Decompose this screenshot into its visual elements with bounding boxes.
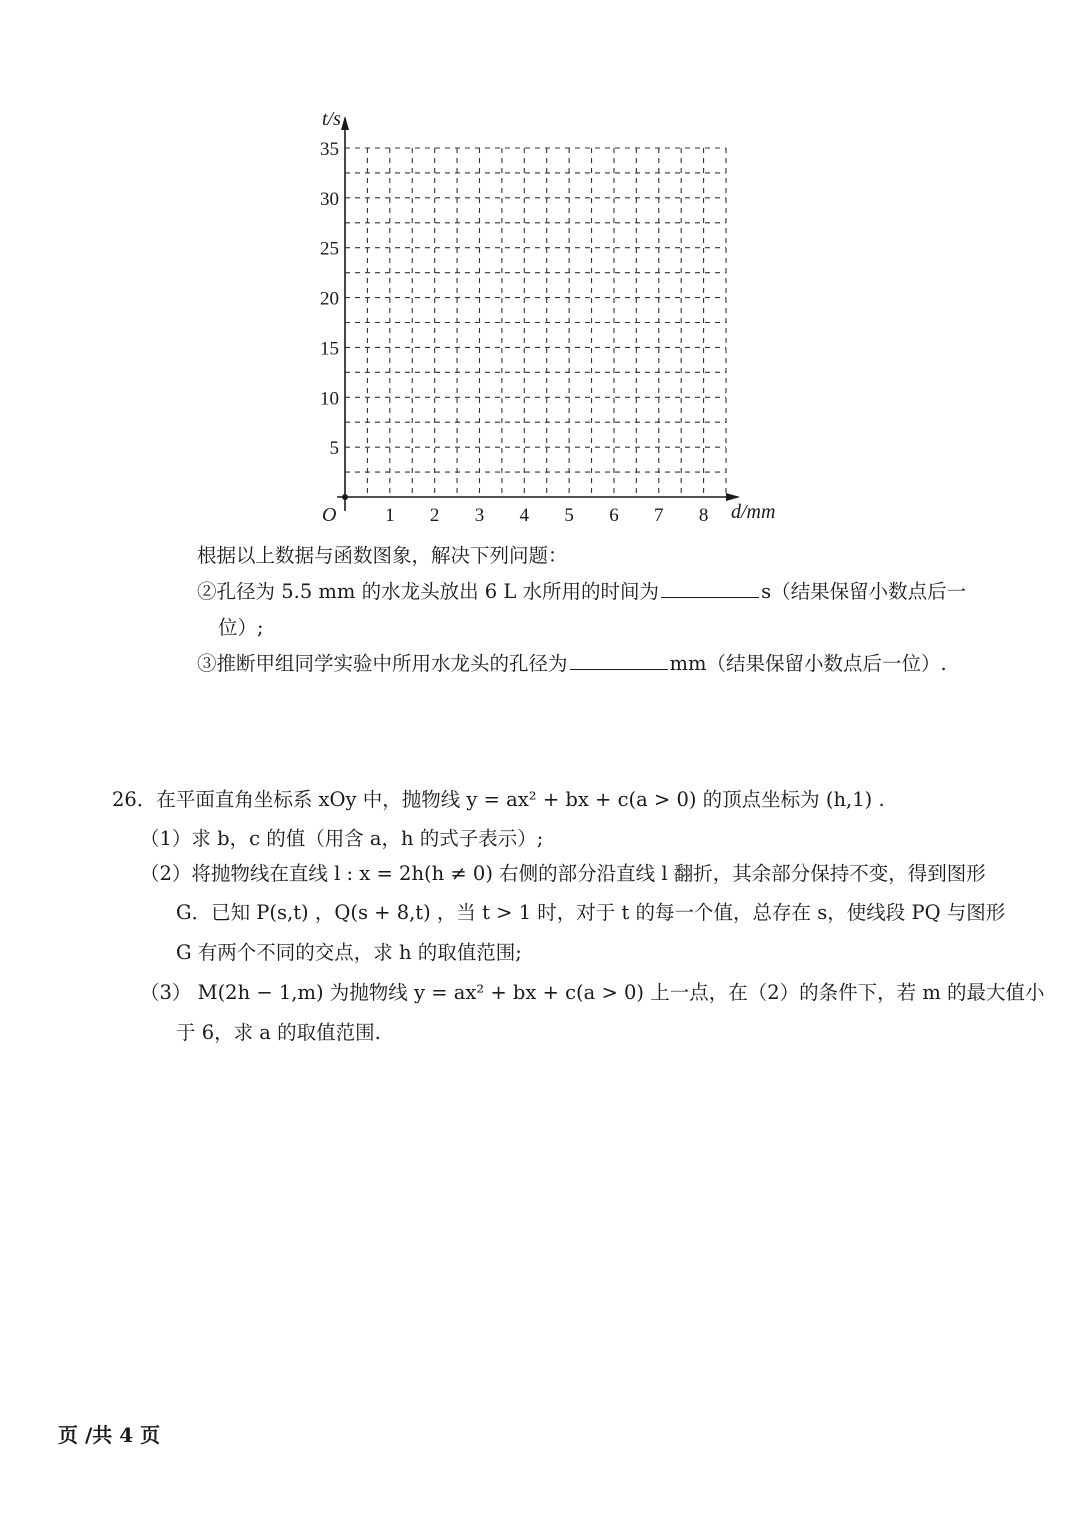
intro-text: 根据以上数据与函数图象，解决下列问题： <box>197 544 568 567</box>
problem-number: 26． <box>112 788 157 811</box>
rate-grid-chart <box>0 0 1080 560</box>
y-tick-label: 15 <box>320 338 339 360</box>
x-axis-arrow <box>726 493 740 501</box>
y-tick-label: 10 <box>320 388 339 410</box>
q3-answer-blank[interactable] <box>570 668 668 670</box>
origin-label: O <box>322 504 337 526</box>
q3-text-before: 推断甲组同学实验中所用水龙头的孔径为 <box>216 652 568 675</box>
chart-grid <box>345 148 726 497</box>
problem-stem-text: 在平面直角坐标系 xOy 中，抛物线 y = ax² + bx + c(a > 0) 的顶点坐标为 (h,1) . <box>156 788 885 811</box>
problem-26-stem <box>112 787 885 812</box>
y-axis-arrow <box>341 116 349 130</box>
x-tick-label: 6 <box>609 505 619 526</box>
q2-text-after: s（结果保留小数点后一 <box>761 580 967 603</box>
problem-26-part-1: （1）求 b，c 的值（用含 a，h 的式子表示）; <box>140 827 544 850</box>
x-tick-label: 7 <box>654 505 664 526</box>
chart-ticks <box>320 139 708 526</box>
problem-26-part-2-line-1: （2）将抛物线在直线 l : x = 2h(h ≠ 0) 右侧的部分沿直线 l 翻折，其余部分保持不变，得到图形 <box>140 862 986 885</box>
q2-continuation: 位）; <box>218 616 264 639</box>
x-tick-label: 1 <box>385 505 395 526</box>
x-tick-label: 5 <box>564 505 574 526</box>
x-tick-label: 2 <box>429 505 440 526</box>
problem-26-part-3-line-2: 于 6，求 a 的取值范围. <box>176 1021 381 1044</box>
q2-text-before: 孔径为 5.5 mm 的水龙头放出 6 L 水所用的时间为 <box>216 580 660 603</box>
y-tick-label: 30 <box>320 188 339 210</box>
y-tick-label: 5 <box>329 438 339 460</box>
origin-point <box>342 494 348 500</box>
x-axis-label: d/mm <box>731 501 776 523</box>
y-tick-label: 20 <box>320 288 339 310</box>
page-footer: 页 /共 4 页 <box>58 1423 161 1447</box>
problem-26-part-2-line-2: G．已知 P(s,t) ，Q(s + 8,t) ，当 t > 1 时，对于 t 的每一个值，总存在 s，使线段 PQ 与图形 <box>176 901 1006 924</box>
question-3 <box>197 651 947 676</box>
y-tick-label: 25 <box>320 238 339 260</box>
problem-26-part-2-line-3: G 有两个不同的交点，求 h 的取值范围; <box>176 941 522 964</box>
q2-answer-blank[interactable] <box>661 596 759 598</box>
chart-axes <box>337 116 740 511</box>
q2-circled-number: ② <box>197 580 217 603</box>
problem-26-part-3-line-1: （3） M(2h − 1,m) 为抛物线 y = ax² + bx + c(a > 0) 上一点，在（2）的条件下，若 m 的最大值小 <box>140 981 1045 1004</box>
x-tick-label: 3 <box>474 505 485 526</box>
q3-circled-number: ③ <box>197 652 217 675</box>
question-2 <box>197 579 966 604</box>
x-tick-label: 4 <box>519 505 530 526</box>
y-axis-label: t/s <box>322 108 341 130</box>
x-tick-label: 8 <box>698 505 709 526</box>
y-tick-label: 35 <box>320 139 339 160</box>
q3-text-after: mm（结果保留小数点后一位）. <box>669 652 947 675</box>
